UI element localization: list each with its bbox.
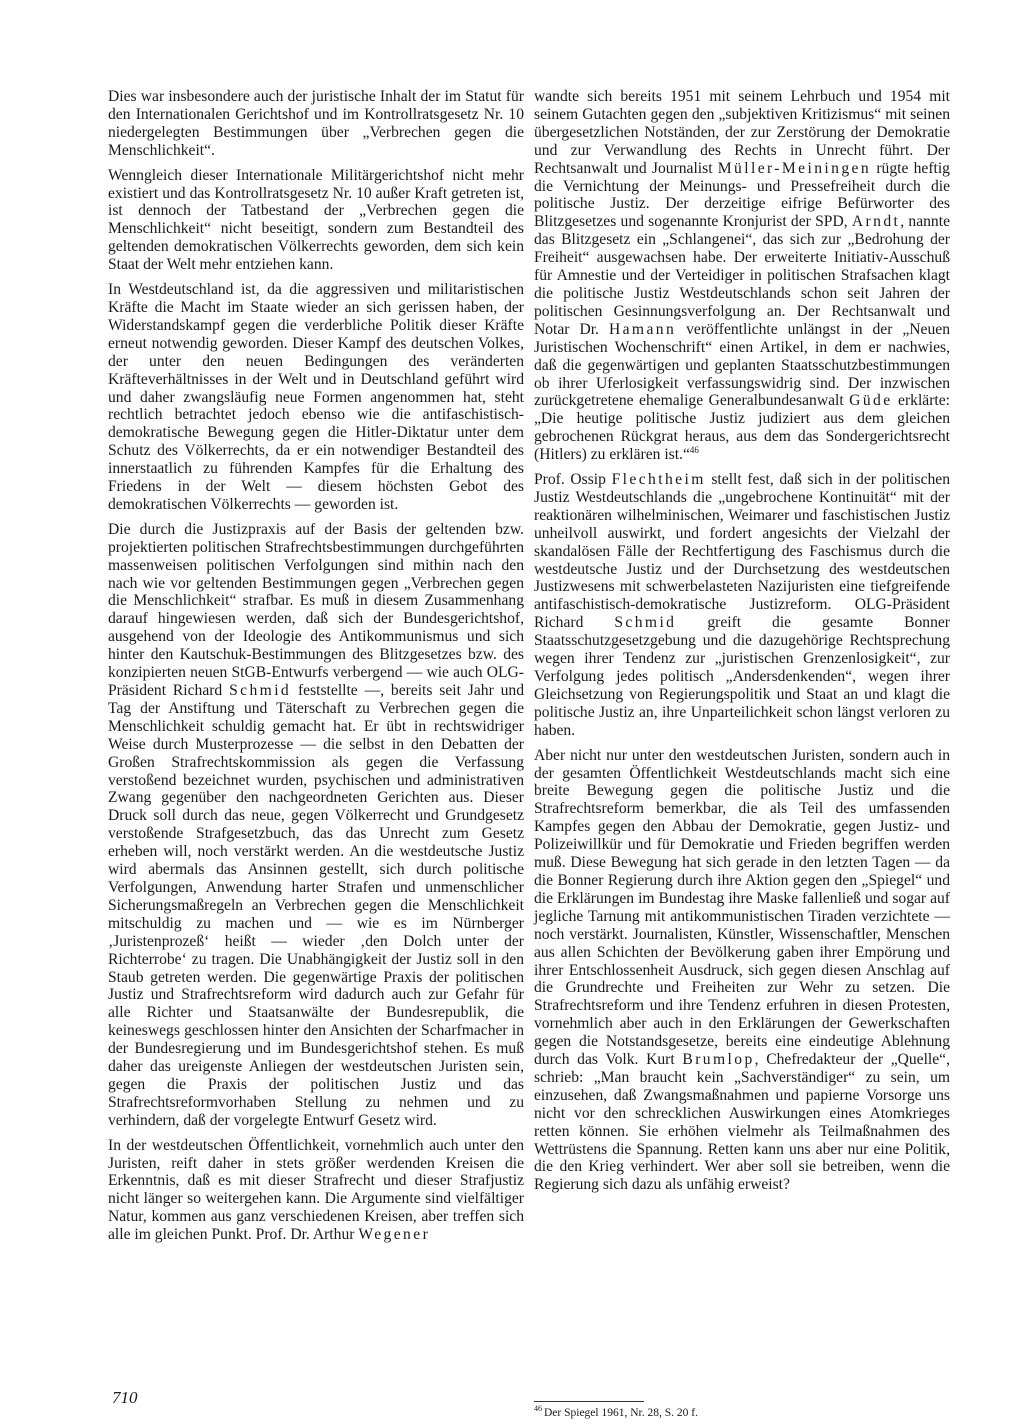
footnote-text: Der Spiegel 1961, Nr. 28, S. 20 f. <box>544 1407 698 1419</box>
paragraph: In Westdeutschland ist, da die aggressiven und militaristischen Kräfte die Macht im Staate wieder an sich gerissen haben, der Widerstandskampf gegen die verderbliche Politik dieser Kräfte erneut notwendig geworden. Dieser Kampf des deutschen Volkes, der unter den neuen Bedingungen des veränderten Kräfteverhältnisses in der Welt und in Deutschland geführt wird und daher zwangsläufig neue Formen angenommen hat, steht rechtlich betrachtet jedoch ebenso wie die antifaschistisch-demokratische Bewegung gegen die Hitler-Diktatur unter dem Schutz des Völkerrechts, da er ein notwendiger Bestandteil des innerstaatlich zu führenden Kampfes für die Erhaltung des Friedens in der Welt — diesem höchsten Gebot des demokratischen Völkerrechts — geworden ist. <box>108 281 524 513</box>
page-number: 710 <box>112 1388 138 1407</box>
footnote-divider <box>534 1401 644 1402</box>
spaced-name: Güde <box>849 392 893 410</box>
spaced-name: Brumlop <box>682 1051 755 1069</box>
text-run: , nannte das Blitzgesetz ein „Schlangenei“, das sich zur „Bedrohung der Freiheit“ ausgewachsen habe. Der erweiterte Initiativ-Ausschuß für Amnestie und der Verteidiger in politischen Strafsachen klagt die politische Justiz Westdeutschlands schon seit Jahren der politischen Gesinnungsverfolgung an. Der Rechtsanwalt und Notar Dr. <box>534 213 950 338</box>
spaced-name: Schmid <box>229 682 292 699</box>
paragraph <box>534 747 950 1195</box>
spaced-name: Hamann <box>608 320 677 338</box>
right-column <box>534 88 950 1201</box>
text-run: stellt fest, daß sich in der politischen Justiz Westdeutschlands die „ungebrochene Kontinuität“ mit der reaktionären wilhelminischen, Weimarer und faschistischen Justiz unheilvoll auswirkt, und fordert angesichts der Vielzahl der skandalösen Fälle der Rechtfertigung des Faschismus durch die westdeutsche Justiz und der Durchsetzung des westdeutschen Justizwesens mit schwerbelasteten Nazijuristen eine tiefgreifende antifaschistisch-demokratische Justizreform. OLG-Präsident Richard <box>534 471 950 632</box>
text-run: In der westdeutschen Öffentlichkeit, vornehmlich auch unter den Juristen, reift daher in stets größer werdenden Kreisen die Erkenntnis, daß es mit dieser Strafrecht und dieser Strafjustiz nicht länger so weitergehen kann. Die Argumente sind vielfältiger Natur, kommen aus ganz verschiedenen Kreisen, aber treffen sich alle im gleichen Punkt. Prof. Dr. Arthur <box>108 1136 524 1244</box>
text-run: , Chefredakteur der „Quelle“, schrieb: „Man braucht kein „Sachverständiger“ zu sein, um einzusehen, daß Zwangsmaßnahmen und papierne Vorsorge uns nicht vor den schrecklichen Auswirkungen eines Atomkrieges retten können. Sie erhöhen vielmehr als Teilmaßnahmen des Wettrüstens die Spannung. Retten kann uns aber nur eine Politik, die den Krieg verhindert. Wer aber soll sie betreiben, wenn die Regierung sich dazu als unfähig erweist? <box>534 1051 950 1194</box>
paragraph: Wenngleich dieser Internationale Militärgerichtshof nicht mehr existiert und das Kontrollratsgesetz Nr. 10 außer Kraft getreten ist, ist dennoch der Tatbestand der „Verbrechen gegen die Menschlichkeit“ nicht beseitigt, sondern zum Bestandteil des geltenden demokratischen Völkerrechts geworden, dem sich kein Staat der Welt mehr entziehen kann. <box>108 166 524 274</box>
footnote-reference: 46 <box>689 444 699 455</box>
spaced-name: Müller-Meiningen <box>717 159 872 177</box>
paragraph <box>108 521 524 1130</box>
paragraph <box>534 471 950 740</box>
spaced-name: Arndt <box>851 213 901 231</box>
paragraph <box>534 88 950 464</box>
text-run: wandte sich bereits 1951 mit seinem Lehrbuch und 1954 mit seinem Gutachten gegen den „subjektiven Kritizismus“ mit seinen übergesetzlichen Notständen, der zur Zerstörung der Demokratie und zur Verwandlung des Rechts in Unrecht führt. Der Rechtsanwalt und Journalist <box>534 88 950 177</box>
spaced-name: Flechtheim <box>611 471 706 489</box>
spaced-name: Wegener <box>358 1226 431 1244</box>
text-run: feststellte —, bereits seit Jahr und Tag der Anstiftung und Täterschaft zu Verbrechen gegen die Menschlichkeit schuldig gemacht hat. Er übt in rechtswidriger Weise durch Musterprozesse — die selbst in den Debatten der Großen Strafrechtskommission als gegen die Verfassung verstoßend bezeichnet wurden, psychischen und administrativen Zwang gegenüber den nachgeordneten Gerichten aus. Dieser Druck soll durch das neue, gegen Völkerrecht und Grundgesetz verstoßende Strafgesetzbuch, das das Unrecht zum Gesetz erheben will, noch verstärkt werden. An die westdeutsche Justiz wird abermals das Ansinnen gestellt, sich durch politische Verfolgungen, Anwendung harter Strafen und unmenschlicher Sicherungsmaßregeln an Verbrechen gegen die Menschlichkeit mitschuldig zu machen und — wie es im Nürnberger ‚Juristenprozeß‘ heißt — wieder ‚den Dolch unter der Richterrobe‘ zu tragen. Die Unabhängigkeit der Justiz soll in den Staub getreten werden. Die gegenwärtige Praxis der politischen Justiz und Strafrechtsreform wird dadurch auch zur Gefahr für alle Richter und Staatsanwälte der Bundesrepublik, die keineswegs geschlossen hinter den Ansichten der Scharfmacher in der Bundesregierung und im Bundesgerichtshof stehen. Es muß daher das ureigenste Anliegen der westdeutschen Juristen sein, gegen die Praxis der politischen Justiz und das Strafrechtsreformvorhaben Stellung zu nehmen und zu verhindern, daß der vorgelegte Entwurf Gesetz wird. <box>108 682 524 1129</box>
text-run: Die durch die Justizpraxis auf der Basis der geltenden bzw. projektierten politischen Strafrechtsbestimmungen durchgeführten massenweisen politischen Verfolgungen sind mithin nach den nach wie vor geltenden Bestimmungen gegen „Verbrechen gegen die Menschlichkeit“ strafbar. Es muß in diesem Zusammenhang darauf hingewiesen werden, daß sich der Bundesgerichtshof, ausgehend von der Ideologie des Antikommunismus und sich hinter den Kautschuk-Bestimmungen des Blitzgesetzes bzw. des konzipierten neuen StGB-Entwurfs verbergend — wie auch OLG-Präsident Richard <box>108 520 524 699</box>
text-run: greift die gesamte Bonner Staatsschutzgesetzgebung und die dazugehörige Rechtsprechung wegen ihrer Tendenz zur „juristischen Grenzenlosigkeit“, zur Verfolgung jedes politisch „Andersdenkenden“, wegen ihrer Gleichsetzung von Regierungspolitik und Staat an und klagt die politische Justiz an, ihre Unparteilichkeit schon längst verloren zu haben. <box>534 614 950 739</box>
paragraph <box>108 1137 524 1244</box>
paragraph: Dies war insbesondere auch der juristische Inhalt der im Statut für den Internationalen Gerichtshof und im Kontrollratsgesetz Nr. 10 niedergelegten Bestimmungen über „Verbrechen gegen die Menschlichkeit“. <box>108 88 524 159</box>
text-run: rügte heftig die Vernichtung der Meinungs- und Pressefreiheit durch die politische Justiz. Der derzeitige eifrige Befürworter des Blitzgesetzes und sogenannte Kronjurist der SPD, <box>534 159 950 231</box>
footnote-number: 46 <box>534 1404 542 1414</box>
footnote <box>534 1404 950 1420</box>
text-run: erklärte: „Die heutige politische Justiz judiziert aus dem gleichen gebrochenen Rückgrat heraus, aus dem das Sondergerichtsrecht (Hitlers) zu erklären ist.“ <box>534 392 950 464</box>
text-run: Prof. Ossip <box>534 471 606 489</box>
spaced-name: Schmid <box>614 614 677 632</box>
text-run: veröffentlichte unlängst in der „Neuen Juristischen Wochenschrift“ einen Artikel, in dem er nachwies, daß die gegenwärtigen und geplanten Staatsschutzbestimmungen ob ihrer Uferlosigkeit verfassungswidrig sind. Der inzwischen zurückgetretene ehemalige Generalbundesanwalt <box>534 320 950 410</box>
text-run: Aber nicht nur unter den westdeutschen Juristen, sondern auch in der gesamten Öffentlichkeit Westdeutschlands macht sich eine breite Bewegung gegen die politische Justiz und die Strafrechtsreform bemerkbar, die als Teil des umfassenden Kampfes gegen den Abbau der Demokratie, gegen Justiz- und Polizeiwillkür und für Demokratie und Frieden begriffen werden muß. Diese Bewegung hat sich gerade in den letzten Tagen — da die Bonner Regierung durch ihre Aktion gegen den „Spiegel“ und die Erklärungen im Bundestag ihre Maske fallenließ und sogar auf jegliche Tarnung mit antikommunistischen Tiraden verzichtete — noch verstärkt. Journalisten, Künstler, Wissenschaftler, Menschen aus allen Schichten der Bevölkerung gaben ihrer Empörung und ihrer Entschlossenheit Ausdruck, sich gegen diesen Anschlag auf die Grundrechte und Freiheiten zur Wehr zu setzen. Die Strafrechtsreform und ihre Tendenz erfuhren in diesen Protesten, vornehmlich aber auch in den Erklärungen der Gewerkschaften gegen die Notstandsgesetze, bereits eine eindeutige Ablehnung durch das Volk. Kurt <box>534 746 950 1069</box>
left-column <box>108 88 524 1251</box>
